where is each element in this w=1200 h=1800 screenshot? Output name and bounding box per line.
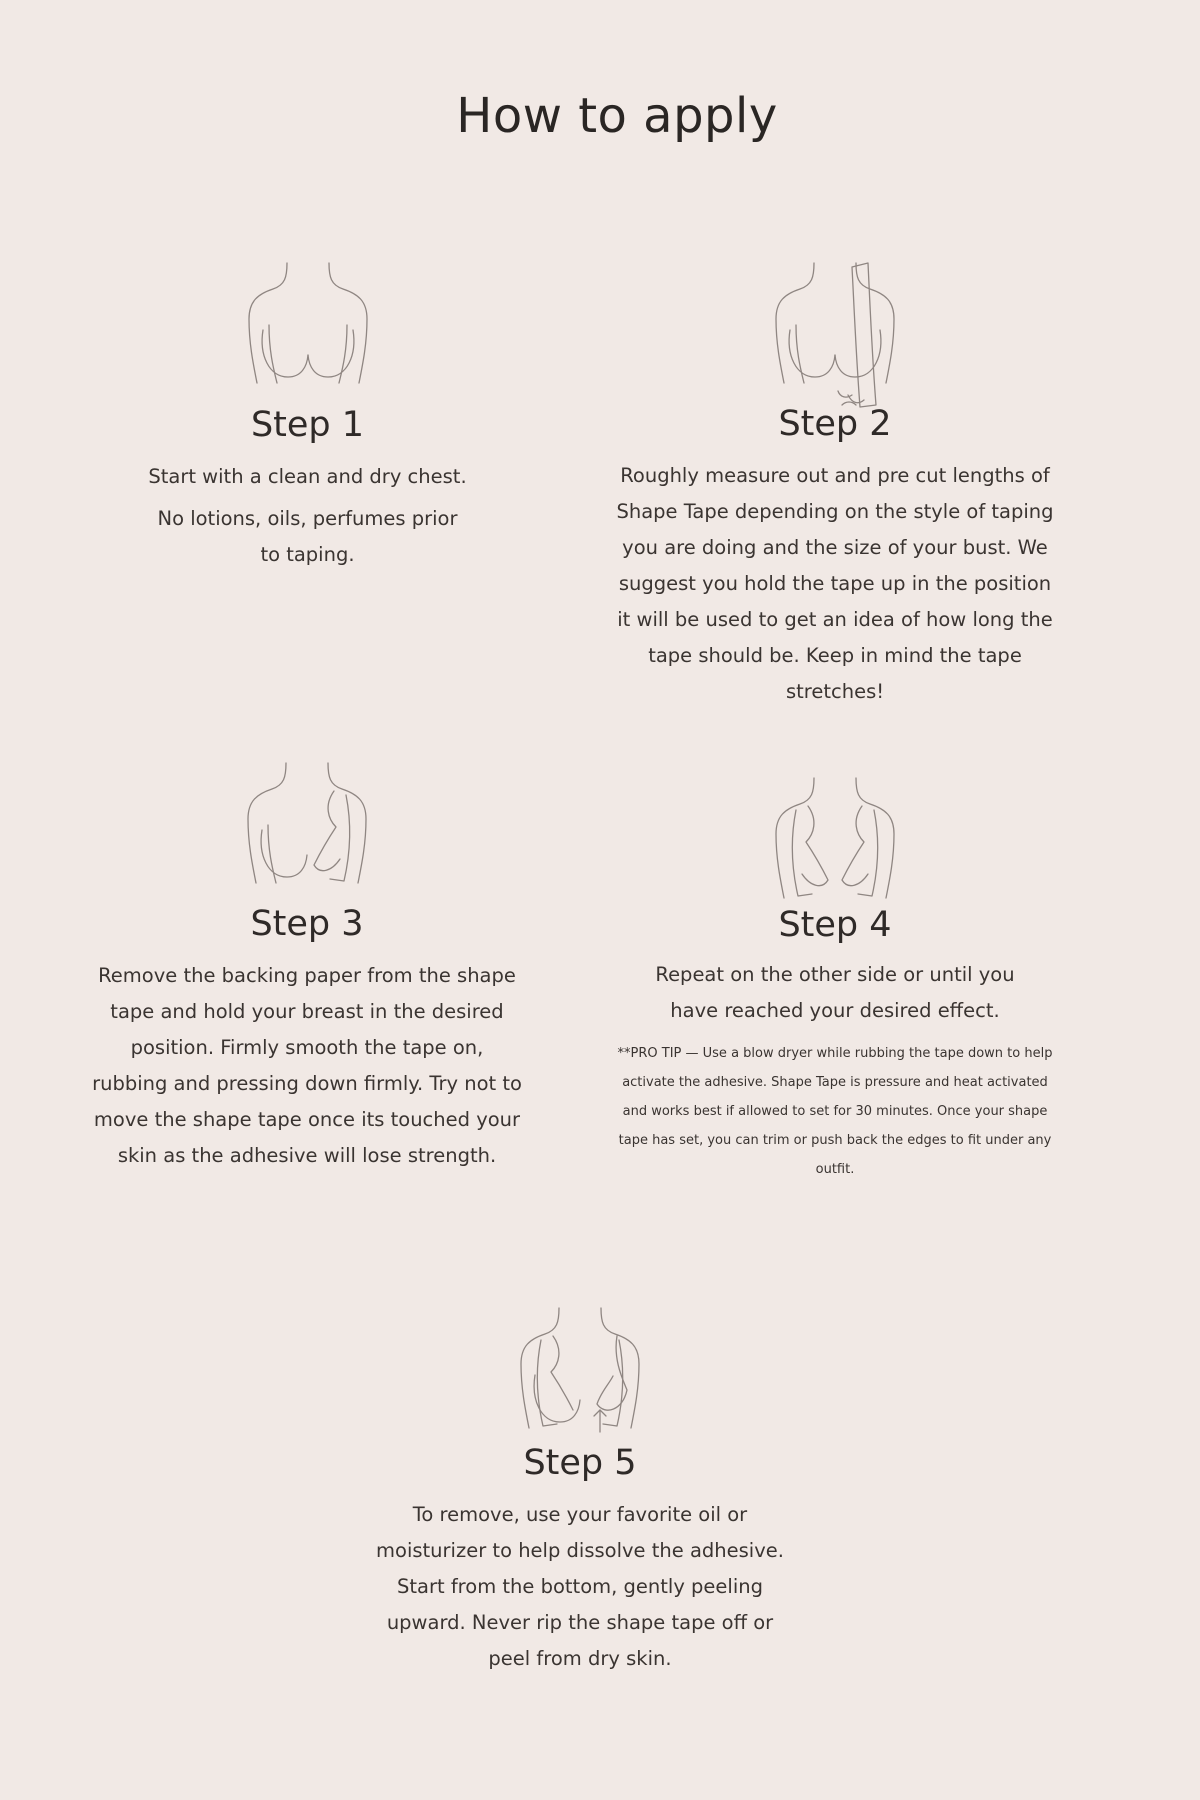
step-2-title: Step 2: [778, 404, 892, 444]
step-1-text-1: Start with a clean and dry chest.: [148, 465, 467, 488]
torso-icon: [233, 255, 383, 400]
step-1-text-2: No lotions, oils, perfumes prior to taping.: [157, 507, 458, 566]
step-4-pro-tip: **PRO TIP — Use a blow dryer while rubbing the tape down to help activate the adhesive. Shape Tape is pressure and heat activated and works best if allowed to set for 30 minutes. Once your shape tape has set, you can trim or push back the edges to fit under any outfit.: [617, 1046, 1053, 1177]
step-1: [130, 255, 485, 573]
step-1-title: Step 1: [250, 405, 365, 445]
torso-tape-scissors-icon: [760, 255, 910, 415]
torso-both-sides-taped-icon: [760, 770, 910, 910]
step-4-title: Step 4: [778, 905, 892, 945]
step-4-text: Repeat on the other side or until you have reached your desired effect.: [655, 963, 1015, 1022]
step-5: [370, 1300, 790, 1677]
torso-peel-up-icon: [505, 1300, 655, 1440]
step-3-text: Remove the backing paper from the shape tape and hold your breast in the desired position. Firmly smooth the tape on, rubbing and pressing down firmly. Try not to move the shape tape once its touched your skin as the adhesive will lose strength.: [92, 964, 522, 1167]
step-3-title: Step 3: [250, 904, 364, 944]
step-4: [600, 770, 1070, 1184]
step-5-text: To remove, use your favorite oil or moisturizer to help dissolve the adhesive. Start from the bottom, gently peeling upward. Never rip the shape tape off or peel from dry skin.: [376, 1503, 784, 1670]
step-2: [610, 255, 1060, 710]
page-title: How to apply: [456, 88, 778, 144]
step-5-title: Step 5: [523, 1443, 637, 1483]
step-3: [92, 755, 522, 1174]
step-2-text: Roughly measure out and pre cut lengths of Shape Tape depending on the style of taping you are doing and the size of your bust. We suggest you hold the tape up in the position it will be used to get an idea of how long the tape should be. Keep in mind the tape stretches!: [616, 464, 1054, 703]
torso-one-side-taped-icon: [232, 755, 382, 895]
